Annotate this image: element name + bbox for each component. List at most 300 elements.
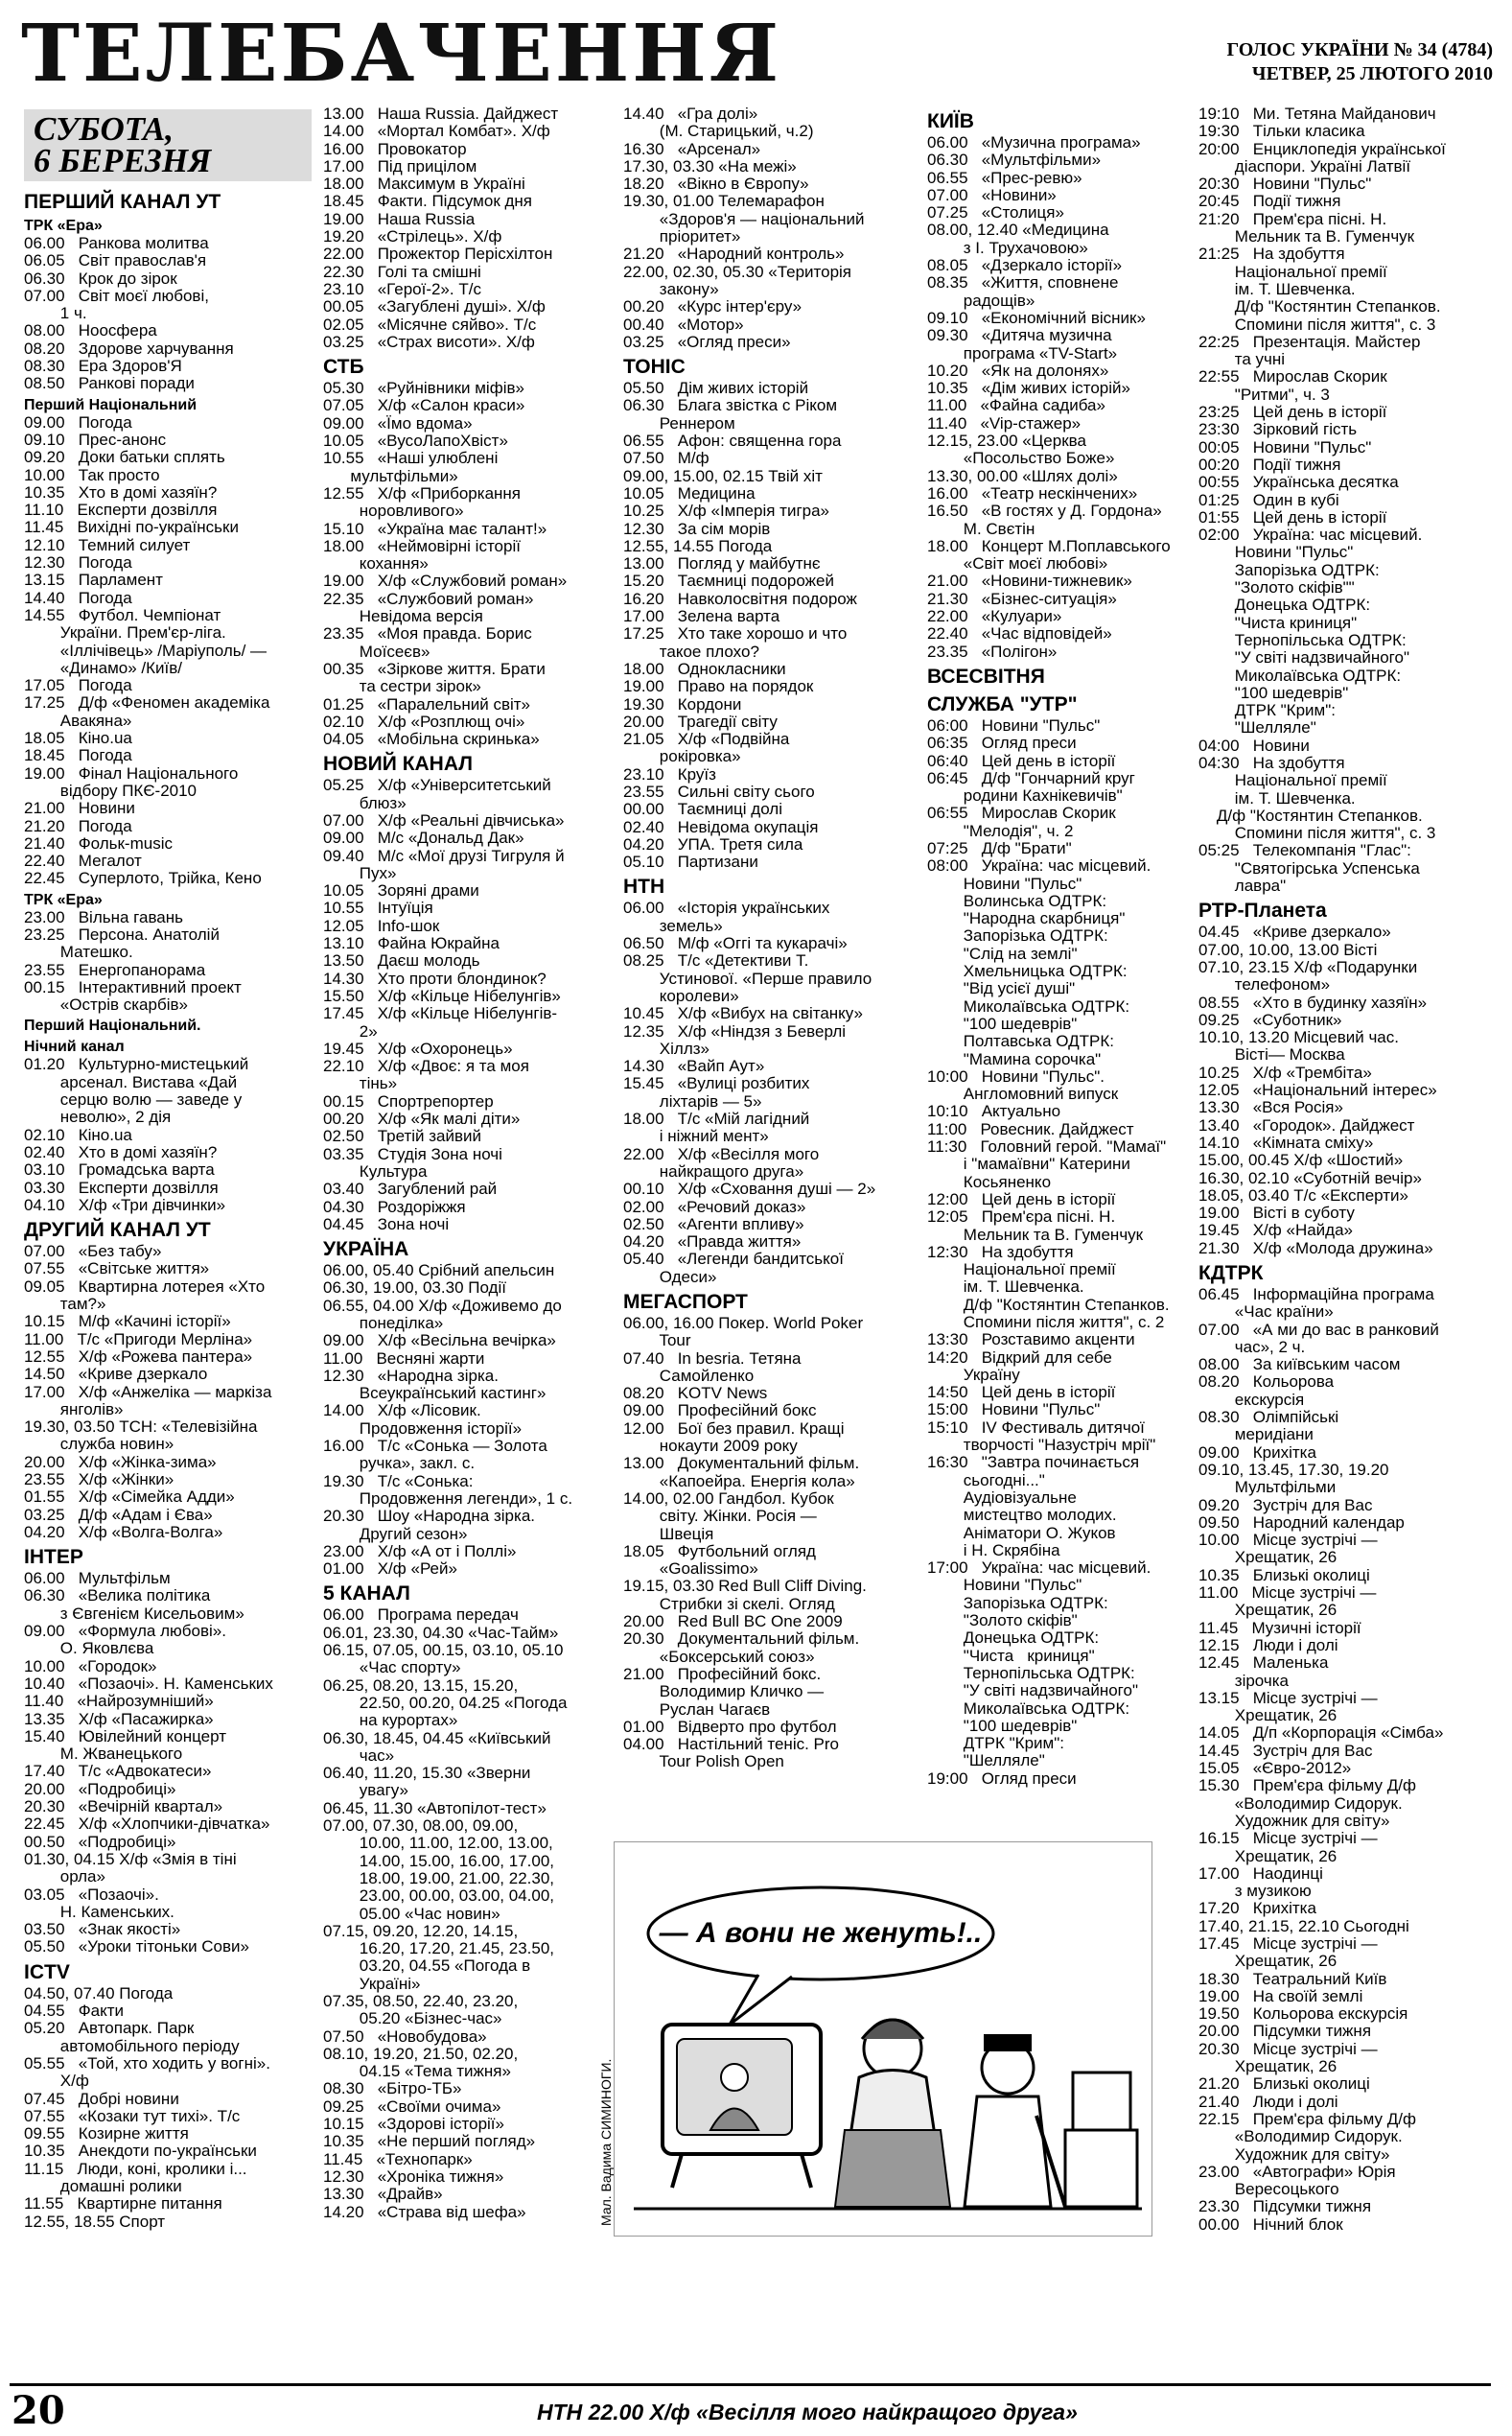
program-entry: 08:00 Україна: час місцевий. bbox=[927, 856, 1151, 876]
program-entry: і ніжний мент» bbox=[623, 1127, 769, 1146]
program-entry: 23.10 «Герої-2». Т/с bbox=[323, 279, 481, 298]
program-entry: 03.10 Громадська варта bbox=[24, 1160, 215, 1180]
program-entry: 08.25 Т/с «Детективи Т. bbox=[623, 951, 809, 971]
program-entry: 10.35 Близькі околиці bbox=[1198, 1565, 1370, 1584]
program-entry: такое плохо? bbox=[623, 642, 759, 661]
program-entry: Полтавська ОДТРК: bbox=[927, 1032, 1114, 1051]
program-entry: час», 2 ч. bbox=[1198, 1337, 1306, 1356]
program-entry: 17.00 Зелена варта bbox=[623, 607, 780, 626]
program-entry: тінь» bbox=[323, 1074, 398, 1093]
issue-info bbox=[1226, 38, 1493, 86]
program-entry: 10.05 «ВусоЛапоХвіст» bbox=[323, 432, 508, 451]
program-entry: 00.15 Спортрепортер bbox=[323, 1091, 494, 1111]
program-entry: 12.55, 18.55 Спорт bbox=[24, 2212, 166, 2231]
program-entry: домашні ролики bbox=[24, 2176, 182, 2195]
program-entry: 07.00 «Без табу» bbox=[24, 1242, 162, 1261]
program-entry: 04.20 «Правда життя» bbox=[623, 1232, 802, 1252]
program-entry: 21.30 «Бізнес-ситуація» bbox=[927, 589, 1117, 608]
program-entry: 11.10 Експерти дозвілля bbox=[24, 501, 218, 520]
program-entry: 09.00 М/с «Дональд Дак» bbox=[323, 829, 524, 848]
program-entry: 05.40 «Легенди бандитської bbox=[623, 1250, 844, 1269]
program-entry: 02:00 Україна: час місцевий. bbox=[1198, 526, 1423, 545]
program-entry: 01.20 Культурно-мистецький bbox=[24, 1055, 249, 1074]
program-entry: 20.00 Трагедії світу bbox=[623, 712, 778, 731]
program-entry: 06:55 Мирослав Скорик bbox=[927, 804, 1116, 823]
program-entry: 18.00 Т/с «Мій лагідний bbox=[623, 1110, 810, 1129]
program-entry: 05:25 Телекомпанія "Глас": bbox=[1198, 841, 1411, 860]
program-entry: 06.00 «Історія українських bbox=[623, 899, 830, 918]
program-entry: 02.40 Невідома окупація bbox=[623, 817, 819, 836]
program-entry: 21.00 Професійний бокс. bbox=[623, 1664, 822, 1683]
program-entry: 22.45 Х/ф «Хлопчики-дівчатка» bbox=[24, 1815, 270, 1834]
program-entry: 04.05 «Мобільна скринька» bbox=[323, 730, 540, 749]
program-entry: "Шелляле" bbox=[927, 1751, 1045, 1770]
program-entry: 12.55 Х/ф «Рожева пантера» bbox=[24, 1347, 253, 1366]
program-entry: янголів» bbox=[24, 1399, 124, 1418]
program-entry: 18.30 Театральний Київ bbox=[1198, 1969, 1387, 1988]
program-entry: 19.00 Право на порядок bbox=[623, 677, 814, 696]
program-entry: 13.30 «Драйв» bbox=[323, 2185, 443, 2204]
program-entry: екскурсія bbox=[1198, 1390, 1305, 1409]
program-entry: 14.00, 15.00, 16.00, 17.00, bbox=[323, 1851, 555, 1870]
program-entry: 04.15 «Тема тижня» bbox=[323, 2062, 511, 2081]
column-2 bbox=[323, 105, 611, 2350]
program-entry: 11.45 Вихідні по-українськи bbox=[24, 518, 239, 537]
program-entry: "У світі надзвичайного" bbox=[927, 1681, 1138, 1700]
program-entry: 06.30 «Мультфільми» bbox=[927, 151, 1102, 170]
program-entry: 08.20 KOTV News bbox=[623, 1384, 768, 1403]
program-entry: 05.00 «Час новин» bbox=[323, 1904, 500, 1923]
program-entry: 21.20 Погода bbox=[24, 816, 132, 835]
program-entry: 12.15 Люди і долі bbox=[1198, 1635, 1338, 1654]
channel-subheading: Перший Національний bbox=[24, 396, 198, 413]
program-entry: рокіровка» bbox=[623, 747, 741, 766]
channel-heading: КИЇВ bbox=[927, 110, 974, 132]
program-entry: закону» bbox=[623, 279, 719, 298]
program-entry: "Шелляле" bbox=[1198, 718, 1316, 738]
program-entry: 11.40 «Найрозумніший» bbox=[24, 1692, 214, 1711]
program-entry: 00.20 Х/ф «Як малі діти» bbox=[323, 1110, 521, 1129]
program-entry: 22.35 «Службовий роман» bbox=[323, 589, 534, 608]
program-entry: 23.25 Персона. Анатолій bbox=[24, 925, 220, 944]
program-entry: 23.00 Вільна гавань bbox=[24, 907, 183, 926]
program-entry: «Світ моєї любові» bbox=[927, 554, 1108, 574]
program-entry: Національної премії bbox=[1198, 771, 1387, 790]
program-entry: 11.55 Квартирне питання bbox=[24, 2194, 222, 2213]
pot-icon bbox=[1073, 2073, 1130, 2130]
program-entry: 14.00 Х/ф «Лісовик. bbox=[323, 1401, 481, 1420]
program-entry: мистецтво молодих. bbox=[927, 1506, 1117, 1525]
program-entry: ім. Т. Шевченка. bbox=[1198, 788, 1356, 808]
program-entry: 17.00 Х/ф «Анжеліка — маркіза bbox=[24, 1382, 272, 1401]
program-entry: 09.50 Народний календар bbox=[1198, 1512, 1405, 1532]
program-entry: «Goalissimo» bbox=[623, 1559, 758, 1579]
program-entry: 04:00 Новини bbox=[1198, 736, 1310, 755]
channel-heading: ВСЕСВІТНЯ bbox=[927, 665, 1045, 688]
program-entry: 07.00, 10.00, 13.00 Вісті bbox=[1198, 940, 1378, 959]
program-entry: 15.05 «Євро-2012» bbox=[1198, 1759, 1352, 1778]
program-entry: "100 шедеврів" bbox=[927, 1014, 1078, 1033]
program-entry: 23.30 Підсумки тижня bbox=[1198, 2197, 1372, 2216]
program-entry: творчості "Назустріч мрії" bbox=[927, 1436, 1156, 1455]
program-entry: «Володимир Сидорук. bbox=[1198, 2127, 1403, 2146]
program-entry: 04.55 Факти bbox=[24, 2002, 125, 2021]
program-entry: 06.05 Світ православ'я bbox=[24, 251, 207, 270]
program-entry: серцю волю — заведе у bbox=[24, 1090, 243, 1110]
program-entry: 04.20 Х/ф «Волга-Волга» bbox=[24, 1522, 223, 1541]
program-entry: Аудіовізуальне bbox=[927, 1487, 1077, 1507]
program-entry: 06.50 М/ф «Оггі та кукарачі» bbox=[623, 934, 848, 953]
program-entry: 22.00 Прожектор Перісхілтон bbox=[323, 245, 553, 264]
program-entry: 15.20 Таємниці подорожей bbox=[623, 572, 834, 591]
program-entry: Д/ф "Костянтин Степанков. bbox=[1198, 806, 1423, 825]
program-entry: 18.00 «Неймовірні історії bbox=[323, 536, 521, 555]
program-entry: автомобільного періоду bbox=[24, 2036, 240, 2055]
program-entry: Стрибки зі скелі. Огляд bbox=[623, 1594, 835, 1613]
program-entry: Д/ф "Костянтин Степанков. bbox=[1198, 297, 1441, 316]
program-entry: королеви» bbox=[623, 986, 739, 1005]
program-entry: 16:30 "Завтра починається bbox=[927, 1453, 1140, 1472]
program-entry: 07.45 Добрі новини bbox=[24, 2089, 179, 2108]
program-entry: 17.05 Погода bbox=[24, 676, 132, 695]
program-entry: 21.20 Близькі околиці bbox=[1198, 2074, 1370, 2094]
program-entry: "Чиста криниця" bbox=[1198, 613, 1358, 632]
program-entry: 01.25 «Паралельний світ» bbox=[323, 694, 530, 714]
program-entry: 12.05 «Національний інтерес» bbox=[1198, 1081, 1437, 1100]
program-entry: Х/ф bbox=[24, 2072, 89, 2091]
program-entry: 22.50, 00.20, 04.25 «Погода bbox=[323, 1693, 568, 1712]
program-entry: 09.10, 13.45, 17.30, 19.20 bbox=[1198, 1460, 1389, 1479]
program-entry: 03.30 Експерти дозвілля bbox=[24, 1178, 219, 1197]
program-entry: 23:25 Цей день в історії bbox=[1198, 403, 1387, 422]
program-entry: 12.30 «Хроніка тижня» bbox=[323, 2167, 504, 2186]
program-entry: «Боксерський союз» bbox=[623, 1647, 815, 1666]
program-entry: 23.55 Сильні світу сього bbox=[623, 782, 815, 801]
program-entry: 10:00 Новини "Пульс". bbox=[927, 1066, 1105, 1086]
program-entry: 15.30 Прем'єра фільму Д/ф bbox=[1198, 1776, 1416, 1795]
program-entry: з Євгенієм Кисельовим» bbox=[24, 1604, 244, 1623]
program-entry: 09.05 Квартирна лотерея «Хто bbox=[24, 1277, 266, 1296]
program-entry: Другий сезон» bbox=[323, 1524, 468, 1543]
program-entry: «Капоейра. Енергія кола» bbox=[623, 1471, 855, 1490]
program-entry: 18.00 Однокласники bbox=[623, 659, 786, 678]
program-entry: Миколаївська ОДТРК: bbox=[927, 1698, 1130, 1718]
program-entry: 19.30, 01.00 Телемарафон bbox=[623, 192, 825, 211]
woman-skirt bbox=[835, 2130, 950, 2207]
program-entry: 10.10, 13.20 Місцевий час. bbox=[1198, 1028, 1399, 1047]
program-entry: «Іллічівець» /Маріуполь/ — bbox=[24, 641, 268, 660]
program-entry: 16.20, 17.20, 21.45, 23.50, bbox=[323, 1939, 555, 1958]
program-entry: ДТРК "Крим": bbox=[927, 1734, 1064, 1753]
program-entry: Національної премії bbox=[927, 1260, 1116, 1279]
program-entry: понеділка» bbox=[323, 1314, 444, 1332]
program-entry: 07.55 «Світське життя» bbox=[24, 1259, 210, 1278]
program-entry: "Від усієї душі" bbox=[927, 979, 1076, 998]
program-entry: час» bbox=[323, 1745, 395, 1765]
program-entry: Д/ф "Костянтин Степанков. bbox=[927, 1295, 1170, 1314]
program-entry: 16.00 Провокатор bbox=[323, 139, 467, 158]
program-entry: 04.00 Настільний теніс. Pro bbox=[623, 1735, 840, 1754]
program-entry: 08.00 За київським часом bbox=[1198, 1355, 1401, 1374]
program-entry: 07.00, 07.30, 08.00, 09.00, bbox=[323, 1816, 519, 1836]
program-entry: Миколаївська ОДТРК: bbox=[1198, 666, 1402, 685]
program-entry: 20:45 Події тижня bbox=[1198, 192, 1341, 211]
program-entry: 14.20 «Страва від шефа» bbox=[323, 2202, 526, 2221]
program-entry: 17.25 Д/ф «Феномен академіка bbox=[24, 693, 270, 713]
program-entry: світу. Жінки. Росія — bbox=[623, 1507, 817, 1526]
section-title: ТЕЛЕБАЧЕННЯ bbox=[21, 8, 782, 100]
program-entry: 06.45, 11.30 «Автопілот-тест» bbox=[323, 1798, 547, 1817]
program-entry: 23.00 Х/ф «А от і Поллі» bbox=[323, 1541, 517, 1560]
program-entry: 19.45 Х/ф «Охоронець» bbox=[323, 1039, 513, 1058]
column-5 bbox=[1198, 105, 1491, 2350]
program-entry: 02.05 «Місячне сяйво». Т/с bbox=[323, 315, 537, 334]
program-entry: 13.30, 00.00 «Шлях долі» bbox=[927, 466, 1118, 485]
program-entry: 10.45 Х/ф «Вибух на світанку» bbox=[623, 1004, 863, 1023]
program-entry: Тернопільська ОДТРК: bbox=[927, 1663, 1135, 1682]
program-entry: України. Прем'єр-ліга. bbox=[24, 623, 226, 643]
program-entry: 03.20, 04.55 «Погода в bbox=[323, 1956, 531, 1976]
program-entry: (М. Старицький, ч.2) bbox=[623, 122, 814, 141]
program-entry: Н. Каменських. bbox=[24, 1902, 174, 1921]
program-entry: 20.30 «Вечірній квартал» bbox=[24, 1797, 223, 1816]
program-entry: 17.40, 21.15, 22.10 Сьогодні bbox=[1198, 1916, 1409, 1935]
program-entry: Миколаївська ОДТРК: bbox=[927, 996, 1130, 1016]
program-entry: 16.30, 02.10 «Суботній вечір» bbox=[1198, 1168, 1422, 1187]
program-entry: 12.35 Х/ф «Ніндзя з Беверлі bbox=[623, 1021, 847, 1041]
channel-heading: КДТРК bbox=[1198, 1262, 1264, 1284]
program-entry: 12:00 Цей день в історії bbox=[927, 1189, 1116, 1208]
program-entry: 21:25 На здобуття bbox=[1198, 245, 1345, 264]
program-entry: 07.15, 09.20, 12.20, 14.15, bbox=[323, 1921, 519, 1940]
program-entry: ДТРК "Крим": bbox=[1198, 701, 1336, 720]
channel-heading: СЛУЖБА "УТР" bbox=[927, 692, 1078, 715]
program-entry: Національної премії bbox=[1198, 262, 1387, 281]
program-entry: Устинової. «Перше правило bbox=[623, 969, 872, 988]
program-entry: арсенал. Вистава «Дай bbox=[24, 1072, 238, 1091]
program-entry: 21.00 «Новини-тижневик» bbox=[927, 572, 1132, 591]
program-entry: 05.20 «Бізнес-час» bbox=[323, 2009, 502, 2028]
program-entry: 16.15 Місце зустрічі — bbox=[1198, 1829, 1378, 1848]
program-entry: 02.10 Х/ф «Розплющ очі» bbox=[323, 712, 525, 731]
program-entry: 06.00, 16.00 Покер. World Poker bbox=[623, 1314, 864, 1332]
program-entry: 10.05 Зоряні драми bbox=[323, 881, 479, 901]
program-entry: Всеукраїнський кастинг» bbox=[323, 1384, 547, 1403]
program-entry: 00.05 «Загублені душі». Х/ф bbox=[323, 297, 546, 316]
program-entry: 05.50 Дім живих історій bbox=[623, 379, 809, 398]
program-entry: сьогодні..." bbox=[927, 1470, 1045, 1489]
program-entry: 12.10 Темний силует bbox=[24, 535, 191, 554]
program-entry: Матешко. bbox=[24, 943, 133, 962]
channel-subheading: ТРК «Ера» bbox=[24, 891, 103, 908]
program-entry: Запорізька ОДТРК: bbox=[927, 1593, 1108, 1612]
program-entry: 03.25 «Страх висоти». Х/ф bbox=[323, 332, 535, 351]
program-entry: 01.55 Х/ф «Сімейка Адди» bbox=[24, 1487, 235, 1507]
program-entry: 19.30 Кордони bbox=[623, 694, 742, 714]
program-entry: "Мелодія", ч. 2 bbox=[927, 821, 1074, 840]
program-entry: 13.15 Парламент bbox=[24, 571, 163, 590]
program-entry: 19:30 Тільки класика bbox=[1198, 122, 1365, 141]
program-entry: діаспори. Україні Латвії bbox=[1198, 156, 1411, 176]
program-entry: орла» bbox=[24, 1867, 105, 1886]
program-entry: «Володимир Сидорук. bbox=[1198, 1793, 1403, 1813]
program-entry: 14.45 Зустріч для Вас bbox=[1198, 1741, 1373, 1760]
program-entry: 17.20 Крихітка bbox=[1198, 1899, 1316, 1918]
program-entry: 19.00 Х/ф «Службовий роман» bbox=[323, 572, 568, 591]
program-entry: "Слід на землі" bbox=[927, 944, 1078, 963]
program-entry: "Мамина сорочка" bbox=[927, 1049, 1102, 1068]
program-entry: 09.10 Прес-анонс bbox=[24, 430, 167, 449]
program-entry: Донецька ОДТРК: bbox=[1198, 596, 1371, 615]
program-entry: 10.15 М/ф «Качині історії» bbox=[24, 1312, 231, 1331]
program-entry: 23.55 Енергопанорама bbox=[24, 960, 206, 979]
program-entry: 18.05, 03.40 Т/с «Експерти» bbox=[1198, 1185, 1408, 1205]
program-entry: 20.00 «Подробиці» bbox=[24, 1779, 176, 1798]
program-entry: 06.00 «Музична програма» bbox=[927, 133, 1141, 152]
channel-heading: СТБ bbox=[323, 356, 364, 379]
program-entry: 23:30 Зірковий гість bbox=[1198, 420, 1358, 439]
program-entry: 00:55 Українська десятка bbox=[1198, 473, 1399, 492]
program-entry: 00:05 Новини "Пульс" bbox=[1198, 437, 1372, 457]
program-entry: 10.00 Місце зустрічі — bbox=[1198, 1531, 1378, 1550]
program-entry: Tour bbox=[623, 1331, 691, 1350]
program-entry: О. Яковлєва bbox=[24, 1639, 154, 1658]
program-entry: 05.20 Автопарк. Парк bbox=[24, 2019, 195, 2038]
program-entry: Авакяна» bbox=[24, 711, 132, 730]
program-entry: 02.50 «Агенти впливу» bbox=[623, 1214, 804, 1233]
program-entry: 18.45 Погода bbox=[24, 746, 132, 765]
program-entry: 10.35 «Дім живих історій» bbox=[927, 379, 1130, 398]
program-entry: 06.30 Блага звістка с Ріком bbox=[623, 396, 838, 415]
program-entry: 09.00 Крихітка bbox=[1198, 1442, 1316, 1462]
program-entry: Тернопільська ОДТРК: bbox=[1198, 630, 1407, 649]
program-entry: Реннером bbox=[623, 413, 735, 433]
program-entry: "Народна скарбниця" bbox=[927, 909, 1126, 928]
program-entry: 18.00 Концерт М.Поплавського bbox=[927, 536, 1171, 555]
program-entry: "Чиста криниця" bbox=[927, 1646, 1095, 1665]
program-entry: 06:45 Д/ф "Гончарний круг bbox=[927, 768, 1135, 787]
page-header bbox=[21, 8, 1493, 100]
program-entry: «Посольство Боже» bbox=[927, 449, 1115, 468]
program-entry: 22:25 Презентація. Майстер bbox=[1198, 332, 1421, 351]
program-entry: 20.00 Х/ф «Жінка-зима» bbox=[24, 1452, 217, 1471]
program-entry: Україні» bbox=[323, 1974, 421, 1993]
program-entry: Волинська ОДТРК: bbox=[927, 891, 1107, 910]
program-entry: 14.05 Д/п «Корпорація «Сімба» bbox=[1198, 1723, 1444, 1743]
program-entry: 18.20 «Вікно в Європу» bbox=[623, 175, 809, 194]
program-entry: 23.10 Круїз bbox=[623, 764, 716, 784]
program-entry: 16.00 «Театр нескінчених» bbox=[927, 483, 1138, 503]
program-entry: 23.55 Х/ф «Жінки» bbox=[24, 1470, 174, 1488]
program-entry: відбору ПКЄ-2010 bbox=[24, 781, 198, 800]
program-entry: 17.45 Місце зустрічі — bbox=[1198, 1933, 1378, 1953]
program-entry: 23.35 «Полігон» bbox=[927, 642, 1058, 661]
program-entry: М. Жванецького bbox=[24, 1745, 183, 1764]
program-entry: та учні bbox=[1198, 350, 1286, 369]
program-entry: 21.30 Х/ф «Молода дружина» bbox=[1198, 1238, 1433, 1257]
program-entry: 01:55 Цей день в історії bbox=[1198, 507, 1387, 527]
cartoon-credit: Мал. Вадима СИМИНОГИ. bbox=[598, 2058, 614, 2226]
program-entry: земель» bbox=[623, 916, 723, 935]
program-entry: 20:00 Енциклопедія української bbox=[1198, 139, 1446, 158]
program-entry: Запорізька ОДТРК: bbox=[927, 926, 1108, 946]
program-entry: Вересоцького bbox=[1198, 2180, 1339, 2199]
cap-icon bbox=[984, 2034, 1032, 2051]
program-entry: 11.00 Весняні жарти bbox=[323, 1348, 485, 1368]
program-entry: 11.45 «Технопарк» bbox=[323, 2149, 473, 2168]
program-entry: 22.40 «Час відповідей» bbox=[927, 624, 1112, 644]
program-entry: 06:40 Цей день в історії bbox=[927, 751, 1116, 770]
channel-heading: 5 КАНАЛ bbox=[323, 1582, 410, 1605]
program-entry: 15.10 «Україна має талант!» bbox=[323, 519, 547, 538]
program-entry: кохання» bbox=[323, 554, 429, 574]
program-entry: Новини "Пульс" bbox=[927, 874, 1082, 893]
program-entry: 04.30 Роздоріжжя bbox=[323, 1197, 466, 1216]
program-entry: 13.10 Файна Юкрайна bbox=[323, 934, 500, 953]
channel-subheading: Нічний канал bbox=[24, 1039, 125, 1056]
program-entry: 03.40 Загублений рай bbox=[323, 1180, 498, 1199]
program-entry: 12.30 За сім морів bbox=[623, 519, 771, 538]
program-entry: 01.00 Х/ф «Рей» bbox=[323, 1559, 457, 1579]
program-entry: Продовження історії» bbox=[323, 1418, 523, 1438]
program-entry: 08.20 Кольорова bbox=[1198, 1372, 1335, 1392]
program-entry: 00.20 «Курс інтер'єру» bbox=[623, 297, 803, 316]
program-entry: 19.00 Фінал Національного bbox=[24, 763, 239, 783]
program-entry: пріоритет» bbox=[623, 227, 741, 246]
program-entry: 14.10 «Кімната сміху» bbox=[1198, 1133, 1374, 1152]
program-entry: 07.50 М/ф bbox=[623, 449, 709, 468]
program-entry: з І. Трухачовою» bbox=[927, 238, 1088, 257]
program-entry: 13.15 Місце зустрічі — bbox=[1198, 1688, 1378, 1707]
program-entry: 10.55 «Наші улюблені bbox=[323, 449, 499, 468]
program-entry: блюз» bbox=[323, 793, 407, 812]
program-entry: 12.55, 14.55 Погода bbox=[623, 536, 773, 555]
program-entry: "Ритми", ч. 3 bbox=[1198, 385, 1330, 404]
program-entry: Хрещатик, 26 bbox=[1198, 1846, 1338, 1865]
program-entry: 06.55, 04.00 Х/ф «Доживемо до bbox=[323, 1296, 562, 1315]
program-entry: "У світі надзвичайного" bbox=[1198, 648, 1409, 668]
program-entry: 14:20 Відкрий для себе bbox=[927, 1347, 1112, 1367]
program-entry: Культура bbox=[323, 1161, 428, 1181]
program-entry: 14.00, 02.00 Гандбол. Кубок bbox=[623, 1488, 834, 1508]
program-entry: 07.00 Світ моєї любові, bbox=[24, 286, 209, 305]
program-entry: М. Свєтін bbox=[927, 519, 1035, 538]
program-entry: 03.50 «Знак якості» bbox=[24, 1920, 181, 1939]
presenter-head bbox=[721, 2064, 748, 2091]
program-entry: ліхтарів — 5» bbox=[623, 1091, 762, 1111]
program-entry: 20:30 Новини "Пульс" bbox=[1198, 175, 1372, 194]
program-entry: 00:20 Події тижня bbox=[1198, 455, 1341, 474]
cartoon bbox=[598, 1841, 1152, 2237]
program-entry: 17:00 Україна: час місцевий. bbox=[927, 1558, 1151, 1578]
day-heading: СУБОТА, 6 БЕРЕЗНЯ bbox=[24, 109, 312, 181]
program-entry: 06.00 Програма передач bbox=[323, 1605, 519, 1625]
program-entry: 16.50 «В гостях у Д. Гордона» bbox=[927, 502, 1162, 521]
program-entry: мультфільми» bbox=[323, 466, 458, 485]
program-entry: 17.00 Наодинці bbox=[1198, 1863, 1323, 1883]
program-entry: 08.20 Здорове харчування bbox=[24, 339, 234, 358]
program-entry: меридіани bbox=[1198, 1425, 1314, 1444]
program-entry: 07.35, 08.50, 22.40, 23.20, bbox=[323, 1991, 519, 2010]
program-entry: 12.30 Погода bbox=[24, 553, 132, 573]
channel-subheading: ТРК «Ера» bbox=[24, 218, 103, 234]
channel-heading: РТР-Планета bbox=[1198, 900, 1327, 923]
program-entry: Самойленко bbox=[623, 1366, 755, 1385]
program-entry: 14:50 Цей день в історії bbox=[927, 1383, 1116, 1402]
footer-teaser: НТН 22.00 Х/ф «Весілля мого найкращого друга» bbox=[537, 2400, 1078, 2424]
channel-heading: УКРАЇНА bbox=[323, 1238, 409, 1261]
program-entry: 22.45 Суперлото, Трійка, Кено bbox=[24, 869, 262, 888]
